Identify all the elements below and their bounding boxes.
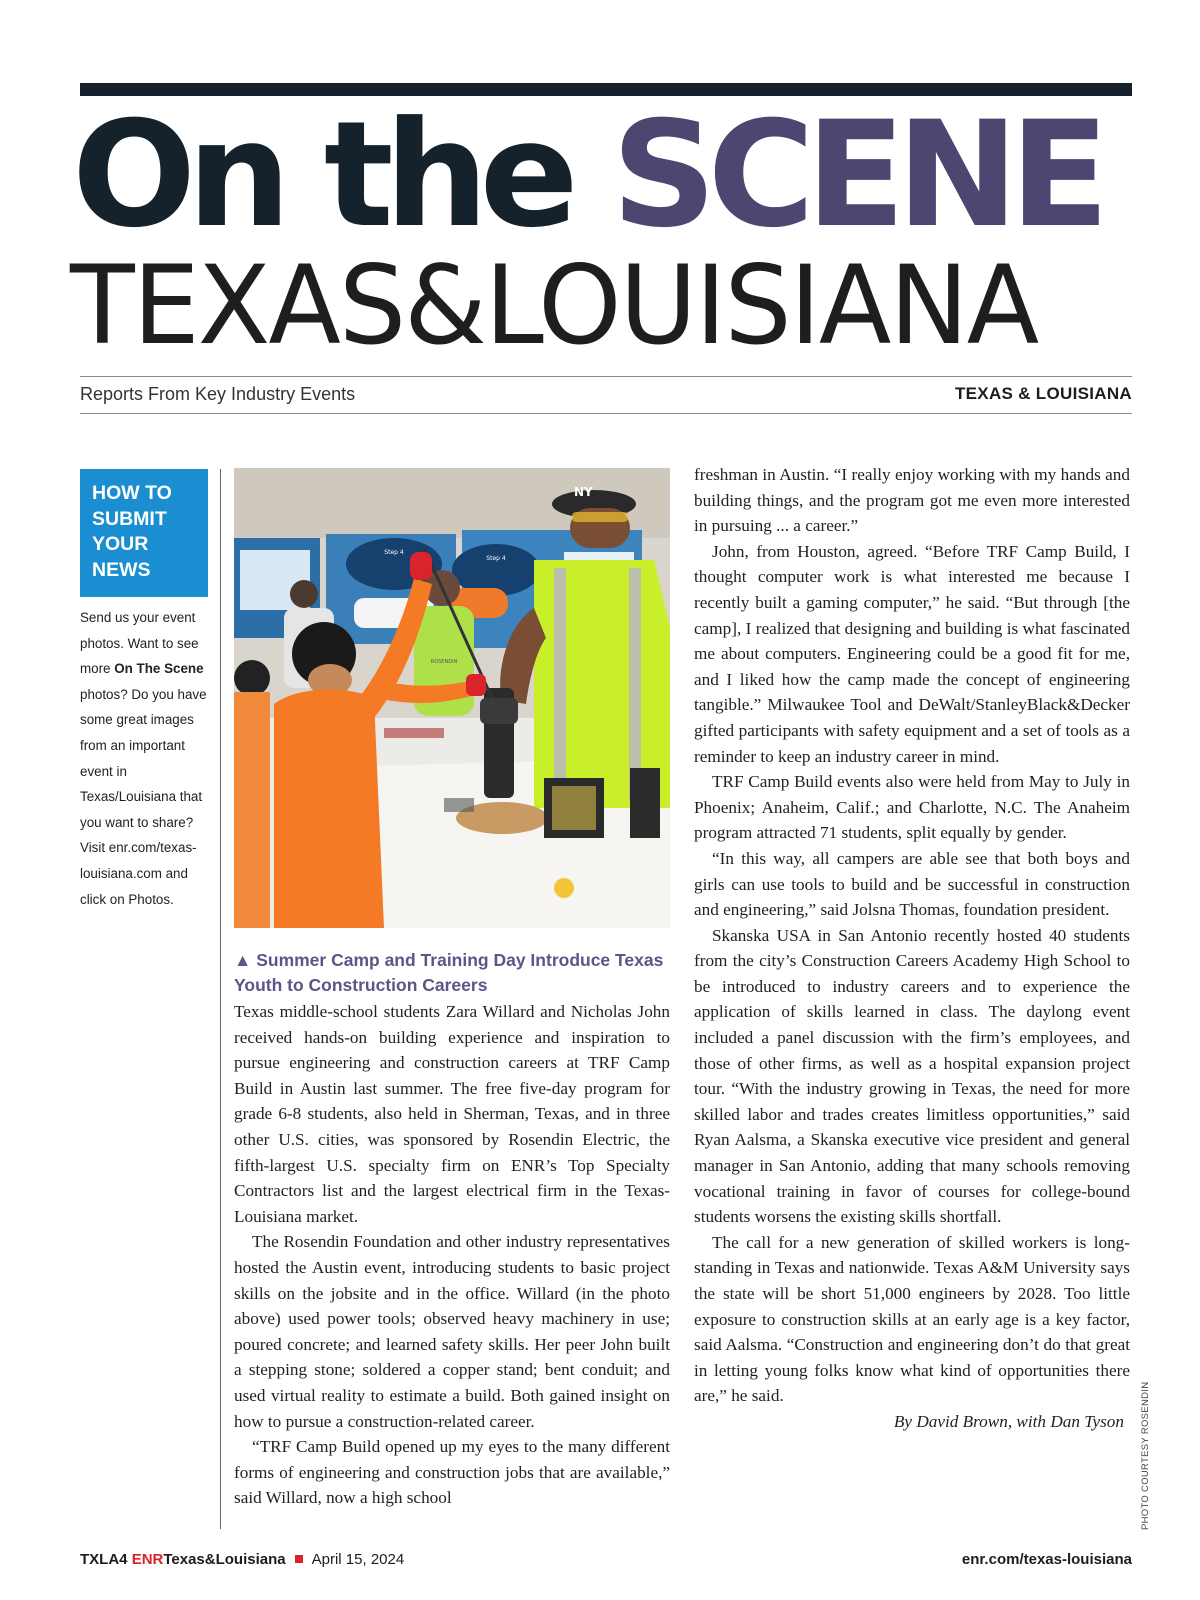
title-scene: SCENE (611, 90, 1101, 260)
caption-triangle-icon: ▲ (234, 950, 252, 970)
divider-top (80, 376, 1132, 377)
paragraph: “TRF Camp Build opened up my eyes to the many different forms of engineering and construction jobs that are available,” said Willard, now a high school (234, 1437, 670, 1508)
submit-news-box (80, 469, 208, 597)
byline: By David Brown, with Dan Tyson (893, 1411, 1124, 1431)
article-column-right (694, 462, 1130, 1435)
submit-line-3: YOUR (92, 533, 149, 555)
paragraph: Skanska USA in San Antonio recently hosted 40 students from the city’s Construction Careers Academy High School to be introduced to industry careers and to experience the application of skills learned in class. The daylong event included a panel discussion with the firm’s employees, and those of other firms, as well as a hospital expansion project tour. “With the industry growing in Texas, the need for more skilled labor and trades creates limitless opportunities,” said Ryan Aalsma, a Skanska executive vice president and general manager in San Antonio, adding that many schools removing vocational training in favor of courses for college-bound students worsens the existing skills shortfall. (694, 925, 1130, 1227)
student-left (234, 660, 270, 928)
brand-suffix: Texas&Louisiana (163, 1551, 286, 1568)
photo-credit: PHOTO COURTESY ROSENDIN (1140, 1381, 1151, 1530)
paragraph: The call for a new generation of skilled workers is long-standing in Texas and nationwide. Texas A&M University says the state will be short 51,000 engineers by 2028. Too little exposure to construction skills at an early age is a key factor, said Aalsma. “Construction and engineering don’t do that great in letting young folks know what kind of opportunities there are,” he said. (694, 1232, 1130, 1406)
region-label: TEXAS & LOUISIANA (954, 384, 1132, 403)
article-column-left (234, 999, 670, 1511)
paragraph: Texas middle-school students Zara Willard and Nicholas John received hands-on building experience and inspiration to pursue engineering and construction careers at TRF Camp Build in Austin last summer. The free five-day program for grade 6-8 students, also held in Sherman, Texas, and in three other U.S. cities, was sponsored by Rosendin Electric, the fifth-largest U.S. specialty firm on ENR’s Top Specialty Contractors list and the largest electrical firm in the Texas-Louisiana market. (234, 1002, 670, 1226)
paragraph: The Rosendin Foundation and other industry representatives hosted the Austin event, introducing students to basic project skills on the jobsite and in the office. Willard (in the photo above) used power tools; observed heavy machinery in use; poured concrete; and learned safety skills. Her peer John built a stepping stone; soldered a copper stand; bent conduit; and used virtual reality to estimate a build. Both gained insight on how to pursue a construction-related career. (234, 1232, 670, 1431)
poster-step-label: Step 4 (384, 549, 404, 556)
instructions-text-1: Send us your event photos. Want to see more (80, 610, 199, 677)
page-footer (80, 1551, 1132, 1573)
issue-date: April 15, 2024 (311, 1551, 405, 1568)
submit-line-4: NEWS (92, 558, 151, 581)
footer-left (80, 1551, 404, 1568)
paragraph: John, from Houston, agreed. “Before TRF Camp Build, I thought computer work is what interested me because I recently built a gaming computer,” he said. “But through [the camp], I realized that designing and building is what fascinated me about computers. Engineering could be a good fit for me, and I liked how the camp made the concept of engineering tangible.” Milwaukee Tool and DeWalt/StanleyBlack&Decker gifted participants with safety equipment and a set of tools as a reminder to keep an industry career in mind. (694, 541, 1130, 766)
separator-square-icon (295, 1555, 303, 1563)
footer-url[interactable]: enr.com/texas-louisiana (961, 1551, 1132, 1568)
title-on-the: On the (72, 90, 612, 260)
shirt-logo: ROSENDIN (430, 659, 458, 665)
section-tagline: Reports From Key Industry Events (80, 384, 356, 404)
poster-step-label-2: Step 4 (486, 555, 506, 562)
caption-text: Summer Camp and Training Day Introduce Texas Youth to Construction Careers (234, 950, 664, 995)
submit-line-2: SUBMIT (92, 507, 167, 530)
paragraph: TRF Camp Build events also were held from May to July in Phoenix; Anaheim, Calif.; and Charlotte, N.C. The Anaheim program attracted 71 students, split equally by gender. (694, 772, 1130, 843)
column-rule (220, 469, 221, 1529)
brand-enr: ENR (131, 1551, 164, 1568)
submit-instructions (80, 605, 208, 912)
masthead-title (72, 90, 1152, 260)
page-number: TXLA4 (80, 1551, 128, 1568)
cap-logo: NY (574, 485, 593, 499)
submit-line-1: HOW TO (92, 482, 172, 504)
article-headline (234, 948, 674, 998)
paragraph: freshman in Austin. “I really enjoy working with my hands and building things, and the program got me even more interested in pursuing ... a career.” (694, 465, 1130, 536)
instructions-text-2: photos? Do you have some great images from an important event in Texas/Louisiana that you want to share? Visit enr.com/texas-louisiana.com and click on Photos. (80, 686, 207, 907)
paragraph: “In this way, all campers are able see that both boys and girls can use tools to build and be successful in construction and engineering,” said Jolsna Thomas, foundation president. (694, 848, 1130, 920)
instructions-bold: On The Scene (114, 661, 204, 677)
masthead-subtitle: TEXAS&LOUISIANA (70, 241, 1038, 369)
divider-bottom (80, 413, 1132, 414)
event-photo (234, 468, 670, 928)
